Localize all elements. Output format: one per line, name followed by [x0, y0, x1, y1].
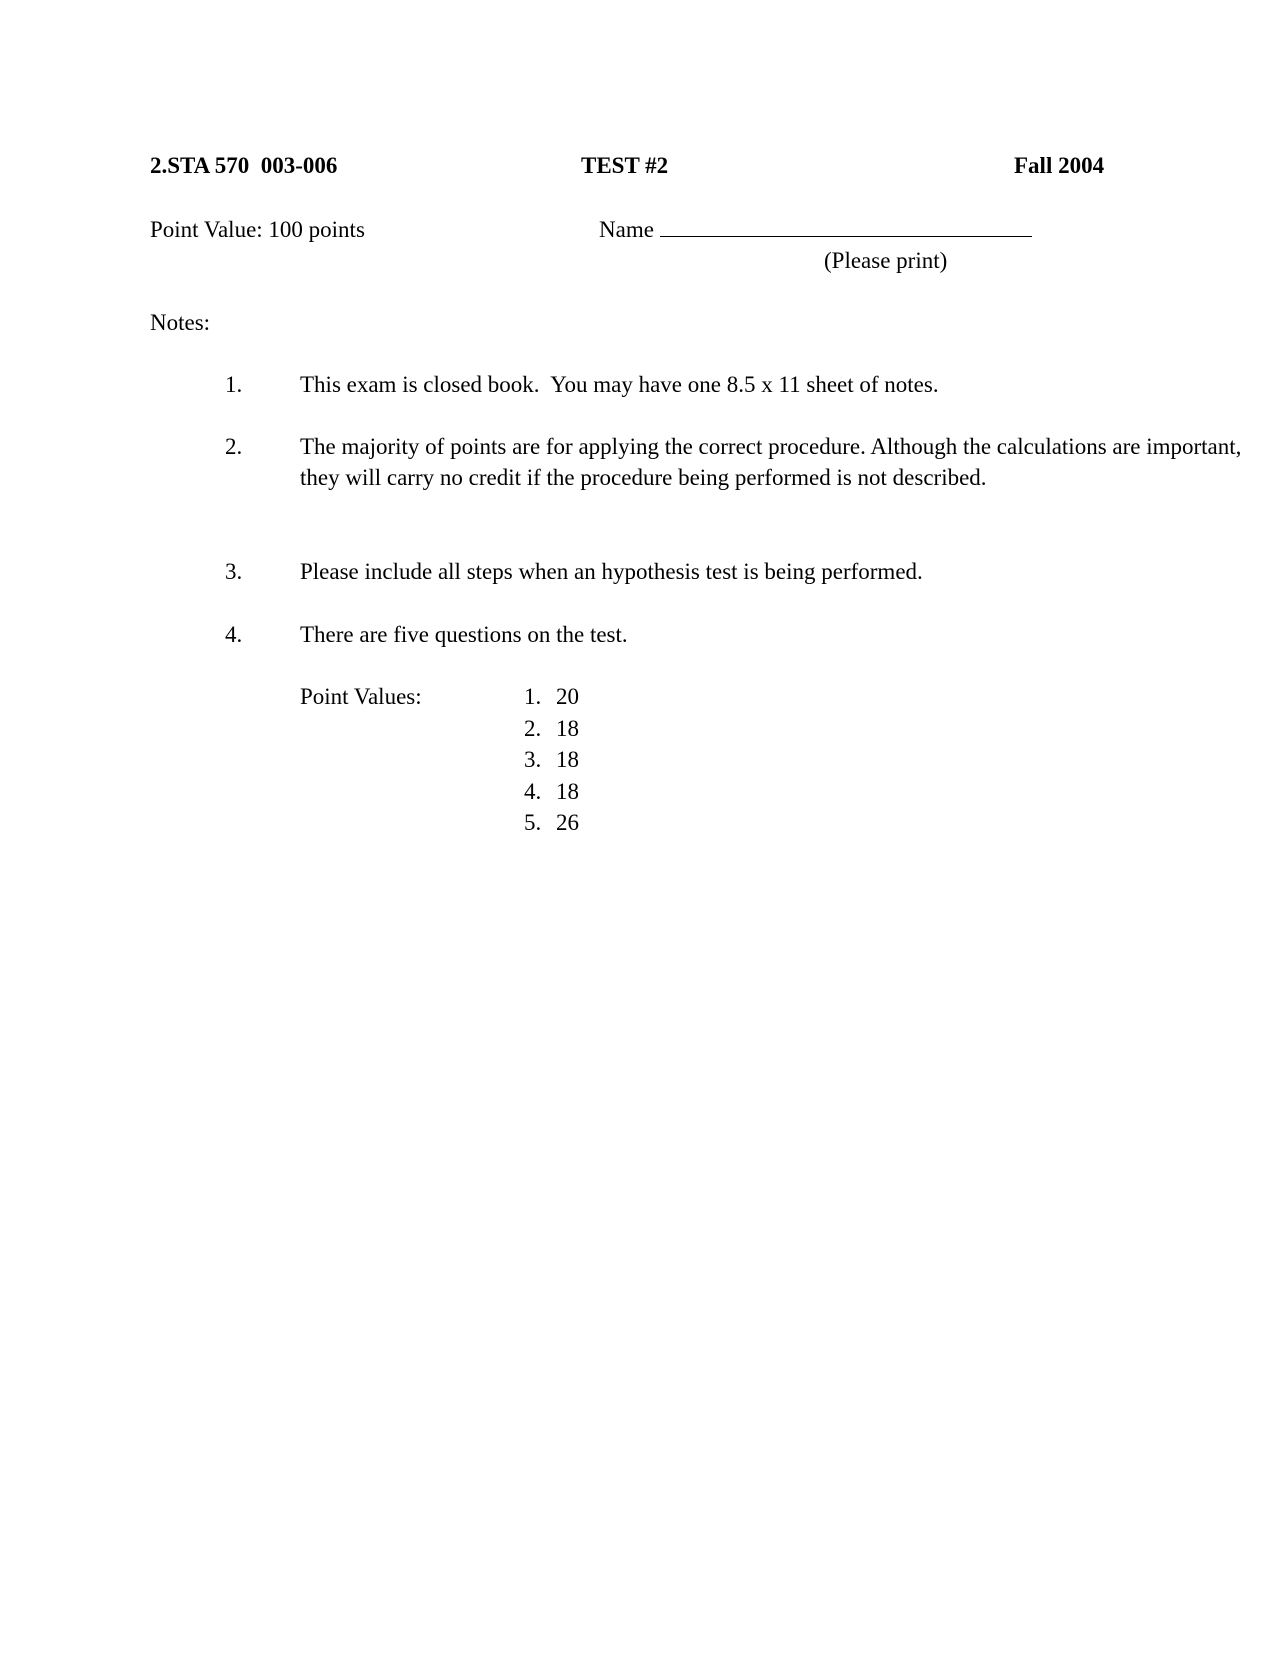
note-number: 1. — [225, 372, 243, 397]
please-print-hint: (Please print) — [824, 248, 948, 273]
point-value-item — [524, 807, 579, 839]
note-number: 3. — [225, 559, 243, 584]
question-points: 18 — [556, 715, 579, 741]
name-blank-line[interactable] — [660, 214, 1032, 237]
question-points: 18 — [556, 747, 579, 772]
point-value: Point Value: 100 points — [150, 217, 365, 242]
question-points: 26 — [556, 810, 579, 835]
question-number: 1. — [524, 684, 542, 709]
course-code: 2.STA 570 003-006 — [150, 153, 338, 178]
question-points: 20 — [556, 684, 579, 709]
note-number: 4. — [225, 622, 243, 647]
point-value-item — [524, 744, 579, 776]
note-text: The majority of points are for applying the correct procedure. Although the calculations are important, they will carry no credit if the procedure being performed is not described. — [300, 434, 1242, 490]
test-title: TEST #2 — [581, 153, 669, 178]
question-number: 4. — [524, 778, 542, 804]
point-value-item — [524, 713, 579, 745]
note-text: There are five questions on the test. — [300, 622, 628, 647]
name-row — [599, 214, 1032, 245]
note-text: This exam is closed book. You may have one 8.5 x 11 sheet of notes. — [300, 372, 939, 397]
point-value-item — [524, 776, 579, 808]
point-values-label: Point Values: — [300, 684, 422, 709]
name-label: Name — [599, 217, 654, 242]
note-text: Please include all steps when an hypothesis test is being performed. — [300, 559, 923, 584]
term: Fall 2004 — [1014, 153, 1105, 178]
question-number: 2. — [524, 715, 542, 741]
note-number: 2. — [225, 434, 243, 459]
point-value-item — [524, 681, 579, 713]
question-points: 18 — [556, 778, 579, 804]
point-values-list — [524, 681, 579, 839]
question-number: 5. — [524, 810, 542, 835]
question-number: 3. — [524, 747, 542, 772]
notes-label: Notes: — [150, 310, 211, 335]
